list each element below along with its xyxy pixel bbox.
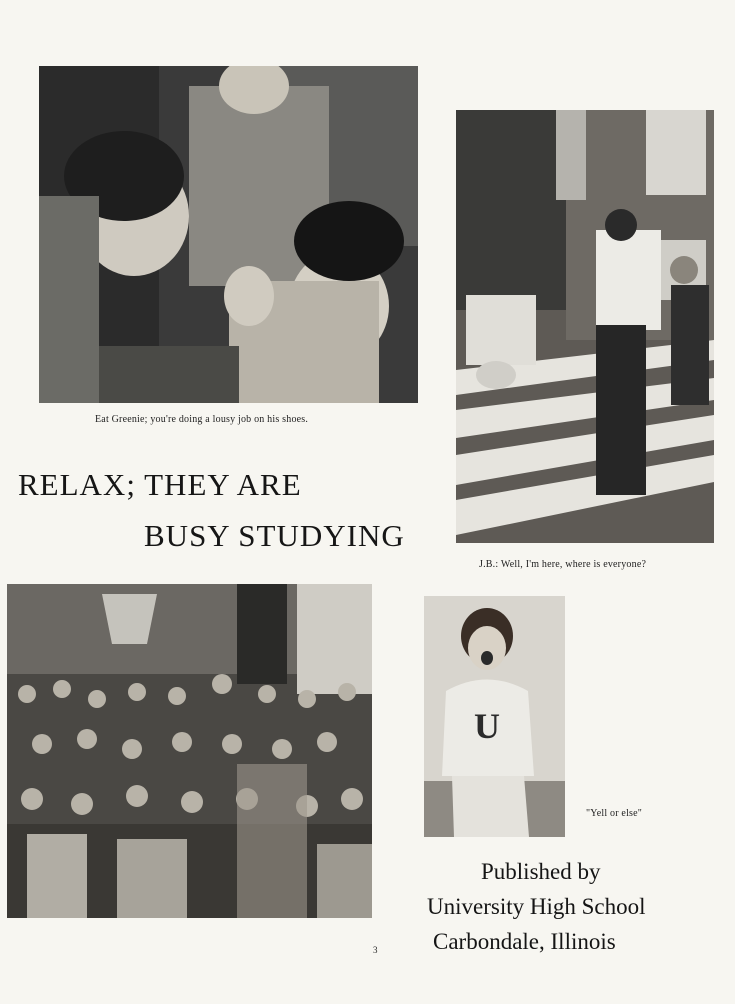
photo-gym-crowd [7,584,372,918]
publisher-line-3: Carbondale, Illinois [433,929,616,954]
page-number: 3 [373,945,378,955]
photo-students-laughing [39,66,418,403]
publisher-line-1: Published by [481,859,601,884]
headline-line-1: RELAX; THEY ARE [18,467,302,502]
photo-school-steps [456,110,714,543]
caption-top-right: J.B.: Well, I'm here, where is everyone? [479,559,647,570]
photo-cheerleader [424,596,565,837]
caption-top-left: Eat Greenie; you're doing a lousy job on his shoes. [95,414,309,425]
sweater-letter: U [474,706,500,746]
publisher-line-2: University High School [427,894,646,919]
caption-bottom-right: "Yell or else" [586,808,643,819]
headline-line-2: BUSY STUDYING [144,518,405,553]
